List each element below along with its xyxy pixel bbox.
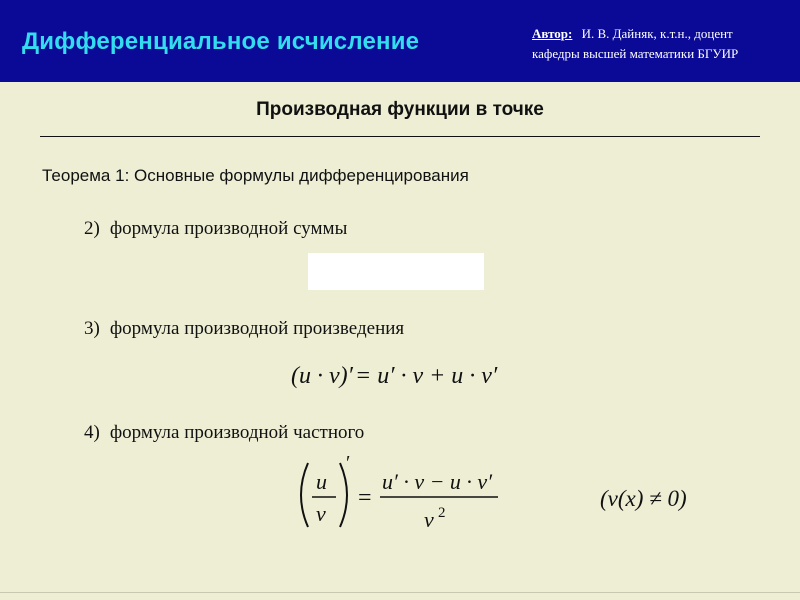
- theorem-heading: Теорема 1: Основные формулы дифференцирования: [42, 166, 469, 185]
- slide-title: Производная функции в точке: [256, 99, 544, 120]
- item-number: 4): [84, 422, 100, 443]
- author-label: Автор:: [532, 26, 573, 41]
- product-formula: [285, 355, 525, 395]
- item-number: 2): [84, 218, 100, 239]
- item-text: формула производной частного: [109, 422, 365, 443]
- author-department: кафедры высшей математики БГУИР: [532, 46, 739, 61]
- rhs-numerator: u′ · v − u · v′: [382, 469, 492, 494]
- equals-sign: =: [358, 485, 372, 511]
- item-number: 3): [84, 318, 100, 339]
- quotient-condition: [596, 480, 726, 516]
- lhs-denominator: v: [316, 501, 326, 526]
- header-bar: [0, 0, 800, 82]
- rhs-denominator-exponent: 2: [438, 505, 446, 521]
- left-paren: [301, 463, 308, 527]
- prime-mark: ′: [346, 455, 351, 474]
- condition-text: (v(x) ≠ 0): [600, 486, 687, 511]
- list-item-sum: [84, 218, 347, 240]
- author-name: И. В. Дайняк, к.т.н., доцент: [581, 26, 733, 41]
- list-item-quotient: [84, 422, 364, 444]
- lhs-numerator: u: [316, 469, 327, 494]
- course-title: Дифференциальное исчисление: [22, 28, 420, 55]
- title-divider: [40, 136, 760, 137]
- item-text: формула производной произведения: [109, 318, 405, 339]
- footer-line: [0, 592, 800, 593]
- author-info: [532, 24, 738, 64]
- quotient-formula: [290, 455, 530, 535]
- list-item-product: [84, 318, 404, 340]
- item-text: формула производной суммы: [109, 218, 348, 239]
- rhs-denominator: v: [424, 507, 434, 532]
- hidden-formula-box: [308, 253, 484, 290]
- product-lhs: (u · v)′: [291, 363, 353, 389]
- product-rhs: = u′ · v + u · v′: [355, 363, 498, 389]
